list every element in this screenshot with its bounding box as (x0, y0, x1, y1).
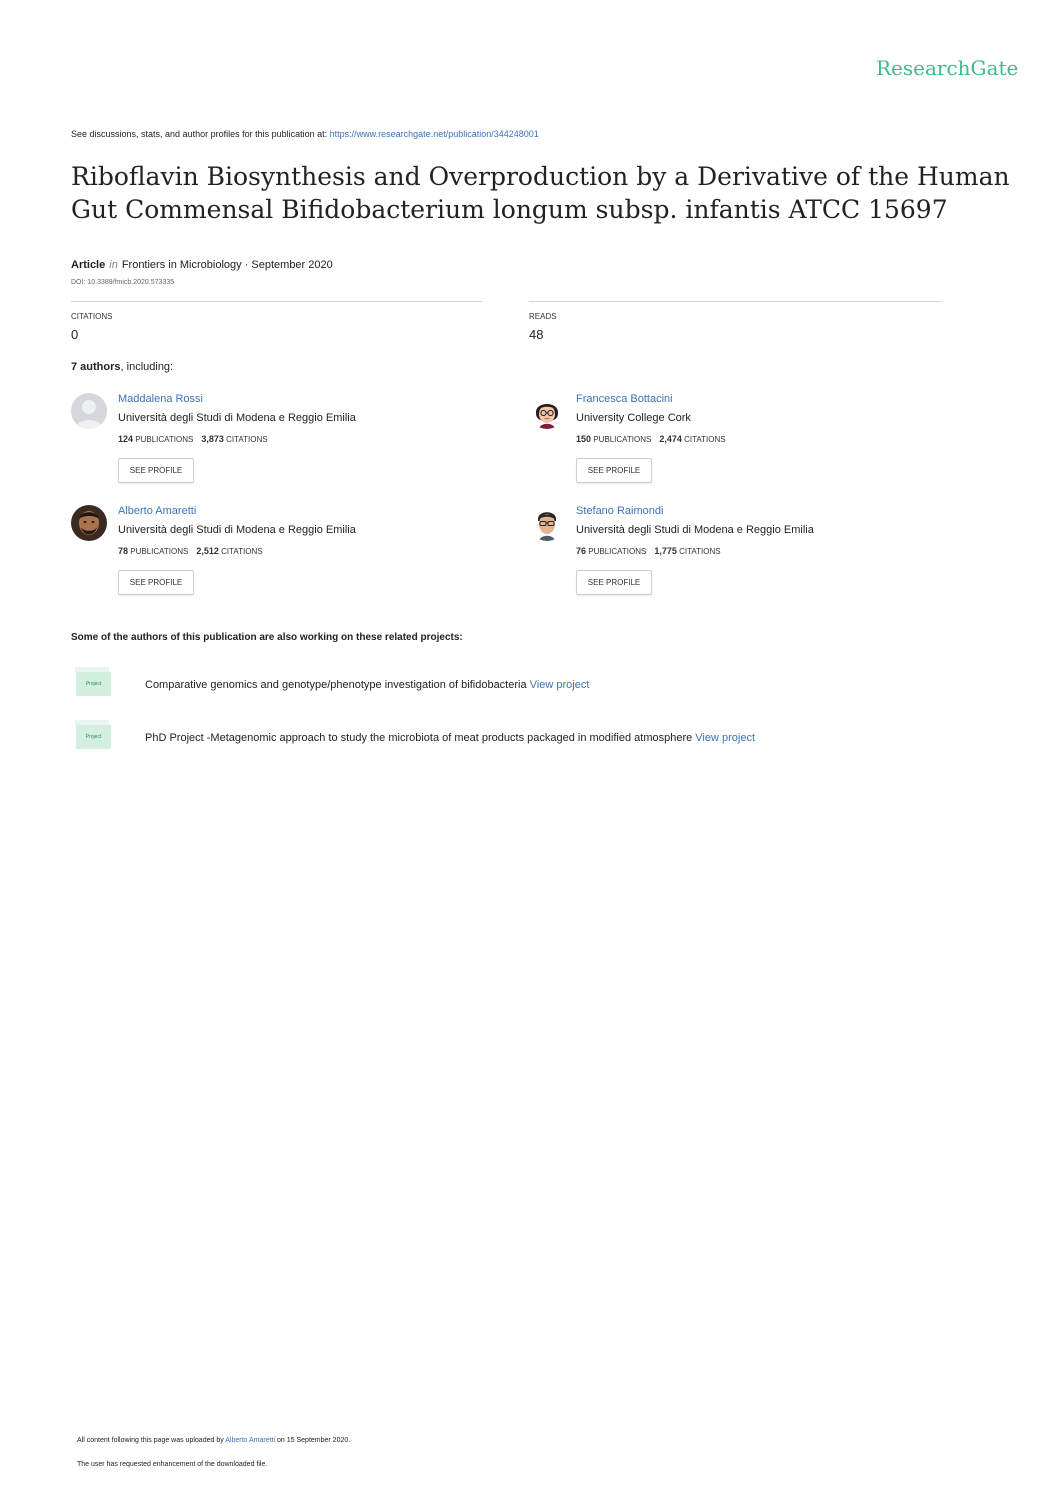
uploader-link[interactable]: Alberto Amaretti (225, 1437, 276, 1444)
see-profile-button[interactable]: SEE PROFILE (118, 458, 194, 483)
project-badge: Project (76, 672, 111, 696)
citations-label: CITATIONS (71, 312, 113, 321)
author-card (71, 505, 491, 605)
project-item (145, 732, 755, 744)
view-project-link[interactable]: View project (695, 732, 756, 744)
view-project-link[interactable]: View project (529, 679, 590, 691)
author-name-link[interactable]: Alberto Amaretti (118, 505, 197, 517)
intro-line (71, 129, 539, 139)
upload-note (77, 1437, 350, 1444)
authors-suffix: , including: (120, 361, 174, 373)
author-name-link[interactable]: Stefano Raimondi (576, 505, 664, 517)
project-title: Comparative genomics and genotype/phenotype investigation of bifidobacteria (145, 679, 527, 691)
citations-label: CITATIONS (684, 435, 726, 444)
default-avatar-icon[interactable] (71, 393, 107, 429)
divider-right (529, 301, 941, 302)
project-badge: Project (76, 725, 111, 749)
see-profile-button[interactable]: SEE PROFILE (576, 458, 652, 483)
citations-label: CITATIONS (226, 435, 268, 444)
author-card (529, 393, 949, 493)
author-stats (118, 546, 263, 556)
project-folder-icon (73, 667, 111, 697)
doi: DOI: 10.3389/fmicb.2020.573335 (71, 279, 175, 286)
authors-count: 7 authors (71, 361, 121, 373)
publications-count: 78 (118, 546, 129, 556)
author-institution: Università degli Studi di Modena e Reggio Emilia (576, 524, 814, 536)
project-item (145, 679, 589, 691)
citations-count: 2,512 (196, 546, 219, 556)
publications-count: 76 (576, 546, 587, 556)
researchgate-logo[interactable]: ResearchGate (876, 56, 1019, 80)
intro-text: See discussions, stats, and author profiles for this publication at: (71, 129, 330, 139)
citations-count: 3,873 (201, 434, 224, 444)
see-profile-button[interactable]: SEE PROFILE (118, 570, 194, 595)
citations-value: 0 (71, 327, 79, 342)
photo-avatar-icon[interactable] (71, 505, 107, 541)
publications-label: PUBLICATIONS (588, 547, 647, 556)
author-card (71, 393, 491, 493)
publication-meta (71, 259, 333, 271)
upload-suffix: on 15 September 2020. (275, 1437, 351, 1444)
upload-prefix: All content following this page was uploaded by (77, 1437, 226, 1444)
see-profile-button[interactable]: SEE PROFILE (576, 570, 652, 595)
photo-avatar-icon[interactable] (529, 505, 565, 541)
citations-label: CITATIONS (221, 547, 263, 556)
publications-count: 150 (576, 434, 592, 444)
publication-title: Riboflavin Biosynthesis and Overproduction by a Derivative of the Human Gut Commensal Bifidobacterium longum subsp. infantis ATCC 15697 (71, 162, 1010, 224)
project-title: PhD Project -Metagenomic approach to study the microbiota of meat products packaged in modified atmosphere (145, 732, 693, 744)
citations-count: 1,775 (654, 546, 677, 556)
publication-url-link[interactable]: https://www.researchgate.net/publication/344248001 (329, 129, 539, 139)
author-stats (118, 434, 268, 444)
cartoon-avatar-icon[interactable] (529, 393, 565, 429)
author-institution: University College Cork (576, 412, 691, 424)
projects-heading: Some of the authors of this publication are also working on these related projects: (71, 632, 463, 643)
divider-left (71, 301, 483, 302)
authors-heading (71, 361, 173, 373)
publications-label: PUBLICATIONS (593, 435, 652, 444)
reads-value: 48 (529, 327, 544, 342)
publications-count: 124 (118, 434, 134, 444)
author-stats (576, 546, 721, 556)
publications-label: PUBLICATIONS (135, 435, 194, 444)
project-folder-icon (73, 720, 111, 750)
author-name-link[interactable]: Francesca Bottacini (576, 393, 673, 405)
author-card (529, 505, 949, 605)
author-stats (576, 434, 726, 444)
journal-info: Frontiers in Microbiology · September 2020 (121, 259, 333, 271)
publication-type: Article (71, 259, 106, 271)
reads-label: READS (529, 312, 557, 321)
publications-label: PUBLICATIONS (130, 547, 189, 556)
citations-count: 2,474 (659, 434, 682, 444)
in-label: in (109, 259, 118, 271)
author-name-link[interactable]: Maddalena Rossi (118, 393, 203, 405)
citations-label: CITATIONS (679, 547, 721, 556)
author-institution: Università degli Studi di Modena e Reggio Emilia (118, 524, 356, 536)
enhancement-note: The user has requested enhancement of the downloaded file. (77, 1461, 268, 1468)
author-institution: Università degli Studi di Modena e Reggio Emilia (118, 412, 356, 424)
